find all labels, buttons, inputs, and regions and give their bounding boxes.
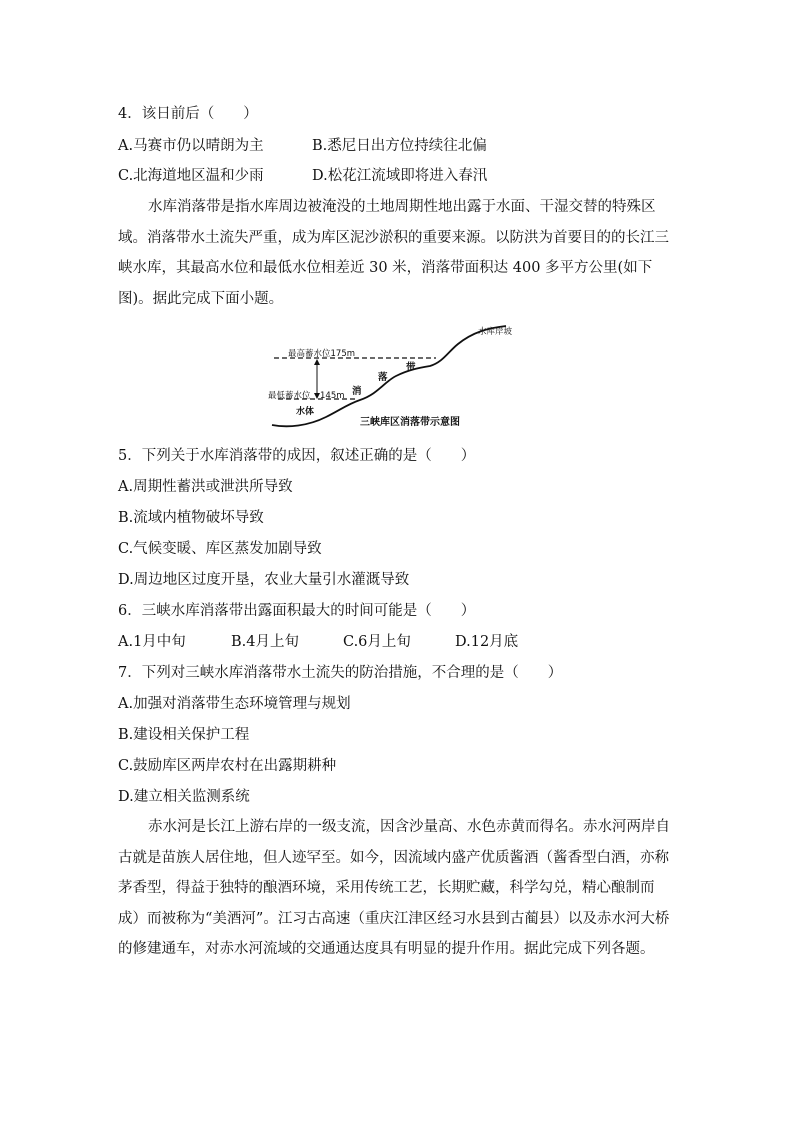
q6-option-b: B.4月上旬	[231, 634, 299, 650]
q5-option-a: A.周期性蓄洪或泄洪所导致	[118, 479, 293, 495]
drawdown-zone-figure	[268, 322, 558, 432]
q6-option-c: C.6月上旬	[343, 634, 411, 650]
q7-option-a: A.加强对消落带生态环境管理与规划	[118, 696, 351, 712]
passage-chishui-text: 赤水河是长江上游右岸的一级支流，因含沙量高、水色赤黄而得名。赤水河两岸自古就是苗族人居住地，但人迹罕至。如今，因流域内盛产优质酱酒（酱香型白酒，亦称茅香型，得益于独特的酿酒环境，采用传统工艺，长期贮藏，科学勾兑，精心酿制而成）而被称为“美酒河”。江习古高速（重庆江津区经习水县到古蔺县）以及赤水河大桥的修建通车，对赤水河流域的交通通达度具有明显的提升作用。据此完成下列各题。	[118, 819, 670, 957]
q5-option-c: C.气候变暖、库区蒸发加剧导致	[118, 541, 322, 557]
q4-option-b: B.悉尼日出方位持续往北偏	[312, 138, 487, 154]
min-level-label-b: 145m	[320, 391, 345, 401]
max-level-label: 最高蓄水位175m	[288, 349, 356, 359]
arrow-head-up	[314, 359, 320, 365]
passage-reservoir	[118, 192, 674, 314]
q6-stem: 6．三峡水库消落带出露面积最大的时间可能是（ ）	[118, 603, 476, 619]
q6-option-a: A.1月中旬	[118, 634, 186, 650]
bank-label: 水库岸坡	[478, 327, 513, 337]
zone-char-2: 落	[378, 372, 388, 383]
zone-char-1: 消	[352, 386, 362, 397]
q7-stem: 7．下列对三峡水库消落带水土流失的防治措施，不合理的是（ ）	[118, 665, 563, 681]
q5-option-d: D.周边地区过度开垦，农业大量引水灌溉导致	[118, 572, 410, 588]
q7-option-c: C.鼓励库区两岸农村在出露期耕种	[118, 758, 337, 774]
q7-option-d: D.建立相关监测系统	[118, 789, 250, 805]
q4-option-a: A.马赛市仍以晴朗为主	[118, 138, 264, 154]
q4-option-c: C.北海道地区温和少雨	[118, 168, 264, 184]
q7-option-b: B.建设相关保护工程	[118, 727, 250, 743]
q4-option-d: D.松花江流域即将进入春汛	[312, 168, 488, 184]
q6-option-d: D.12月底	[455, 634, 519, 650]
passage-reservoir-text: 水库消落带是指水库周边被淹没的土地周期性地出露于水面、干湿交替的特殊区域。消落带水土流失严重，成为库区泥沙淤积的重要来源。以防洪为首要目的的长江三峡水库，其最高水位和最低水位相差近 30 米，消落带面积达 400 多平方公里(如下图)。据此完成下面小题。	[118, 199, 669, 307]
min-level-label-a: 最低蓄水位	[268, 391, 311, 401]
q5-option-b: B.流域内植物破坏导致	[118, 510, 264, 526]
water-label: 水体	[296, 407, 315, 417]
zone-char-3: 带	[406, 362, 416, 373]
passage-chishui-river	[118, 812, 674, 965]
q5-stem: 5．下列关于水库消落带的成因，叙述正确的是（ ）	[118, 448, 476, 464]
figure-caption: 三峡库区消落带示意图	[360, 417, 460, 428]
q4-stem: 4．该日前后（ ）	[118, 106, 258, 122]
